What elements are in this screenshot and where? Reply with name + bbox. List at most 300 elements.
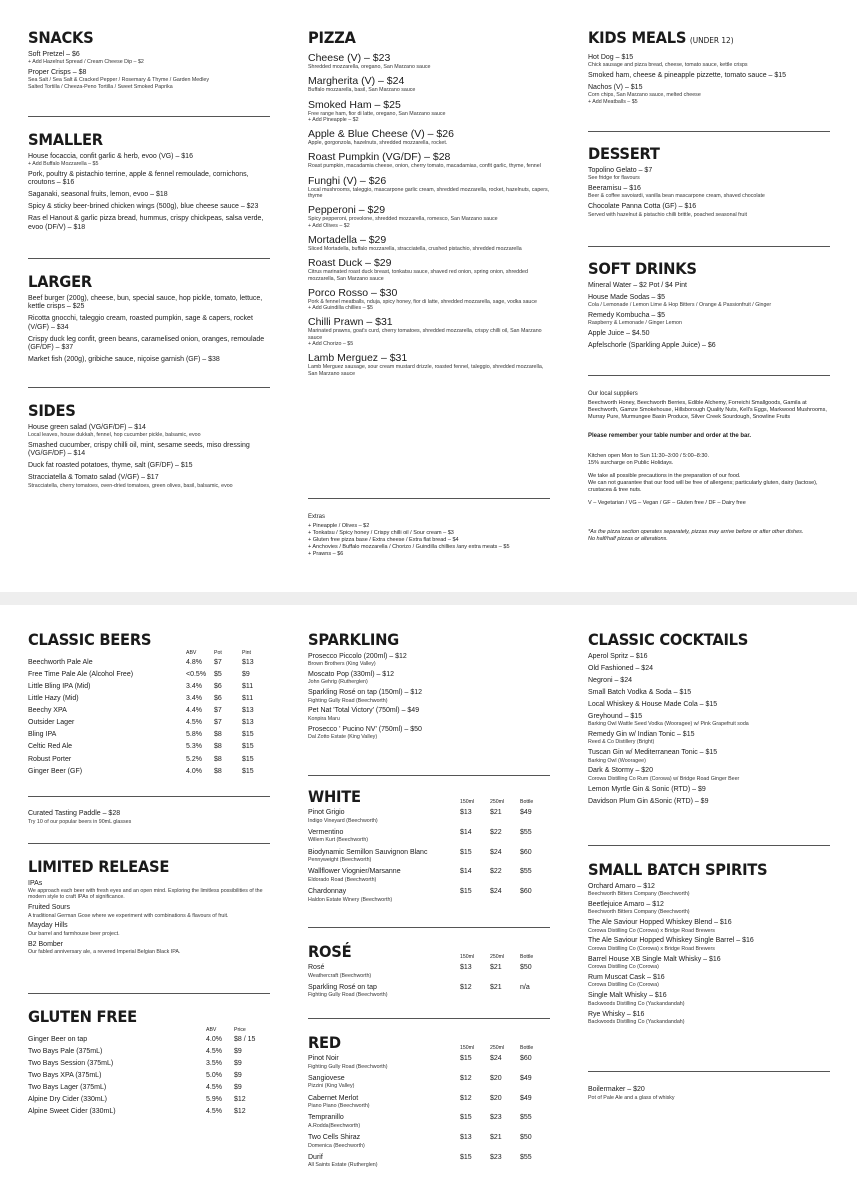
column-header: Pot	[214, 650, 222, 656]
item-name: Old Fashioned – $24	[588, 664, 653, 672]
drink-name: Beechy XPA	[28, 707, 67, 715]
menu-item	[28, 424, 270, 439]
item-description: Beer & coffee savoiardi, vanilla bean mascarpone cream, shaved chocolate	[588, 193, 765, 200]
rose-section	[308, 942, 550, 1001]
menu-item	[588, 294, 830, 309]
classic-beers-section	[28, 630, 270, 778]
red-heading: RED	[308, 1033, 341, 1052]
drink-value: 5.9%	[206, 1096, 222, 1104]
item-description: Raspberry & Lemonade / Ginger Lemon	[588, 320, 682, 327]
item-name: Pork, poultry & pistachio terrine, apple & fennel remoulade, cornichons, croutons – $16	[28, 170, 249, 187]
drink-value: $9	[234, 1072, 242, 1080]
menu-item	[28, 336, 270, 353]
item-description: Barking Owl Wattle Seed Vodka (Wooragee) w/ Pink Grapefruit soda	[588, 721, 749, 727]
menu-item	[588, 701, 830, 710]
drink-name: Robust Porter	[28, 755, 72, 763]
column-header: Bottle	[520, 799, 534, 805]
wine-price: $20	[490, 1074, 502, 1082]
menu-item	[308, 128, 550, 146]
table-row	[308, 1131, 550, 1151]
wine-name: Sparkling Rosé on tap	[308, 983, 377, 991]
wine-producer: Willem Kurt (Beechworth)	[308, 837, 369, 844]
menu-item	[588, 798, 830, 807]
item-name: Ras el Hanout & garlic pizza bread, hummus, crispy chickpeas, salsa verde, evoo (DF/V) – $18	[28, 215, 264, 231]
table-row	[308, 806, 550, 826]
drink-value: 5.2%	[186, 755, 202, 763]
menu-item	[588, 312, 830, 327]
table-row	[28, 754, 270, 766]
drink-value: 4.5%	[186, 719, 202, 727]
wine-price: $13	[460, 1134, 472, 1142]
drink-value: $13	[242, 658, 254, 666]
item-name: Tuscan Gin w/ Mediterranean Tonic – $15	[588, 749, 718, 757]
gluten-free-heading: GLUTEN FREE	[28, 1007, 137, 1026]
wine-price: $15	[460, 848, 472, 856]
extras-line: + Prawns – $6	[308, 551, 344, 557]
column-header: Bottle	[520, 1045, 534, 1051]
hours-note: Kitchen open Mon to Sun 11:30–3:00 / 5:00–8:30. 15% surcharge on Public Holidays.	[588, 453, 709, 466]
item-name: House green salad (VG/GF/DF) – $14	[28, 423, 146, 431]
item-name: Funghi (V) – $26	[308, 174, 387, 187]
item-name: Local Whiskey & House Made Cola – $15	[588, 700, 718, 708]
item-name: Small Batch Vodka & Soda – $15	[588, 688, 692, 696]
wine-producer: Fighting Gully Road (Beechworth)	[308, 992, 388, 999]
item-name: Saganaki, seasonal fruits, lemon, evoo – $18	[28, 191, 168, 199]
item-description: Citrus marinated roast duck breast, tonkatsu sauce, shaved red onion, spring onion, shredded mozzarella, San Marzano sauce	[308, 269, 528, 282]
item-description: Buffalo mozzarella, basil, San Marzano sauce	[308, 87, 416, 94]
wine-name: Tempranillo	[308, 1114, 344, 1122]
menu-item	[588, 203, 830, 218]
drink-name: Little Bling IPA (Mid)	[28, 682, 91, 690]
item-name: Duck fat roasted potatoes, thyme, salt (GF/DF) – $15	[28, 462, 193, 470]
item-name: Dark & Stormy – $20	[588, 767, 653, 775]
table-row	[28, 766, 270, 778]
wine-price: $49	[520, 1074, 532, 1082]
wine-price: $21	[490, 964, 502, 971]
item-description: Our fabled anniversary ale, a revered Imperial Belgian Black IPA.	[28, 949, 181, 956]
item-name: Chocolate Panna Cotta (GF) – $16	[588, 203, 697, 211]
wine-price: $14	[460, 868, 472, 876]
menu-item	[308, 653, 550, 668]
item-name: Stracciatella & Tomato salad (V/GF) – $17	[28, 474, 159, 482]
table-row	[28, 1094, 270, 1106]
wine-price: $60	[520, 848, 532, 856]
wine-price: $55	[520, 1153, 532, 1161]
item-description: Corowa Distilling Co (Corowa) x Bridge Road Brewers	[588, 945, 715, 952]
white-section	[308, 787, 550, 905]
item-name: Fruited Sours	[28, 904, 71, 912]
wine-name: Pinot Noir	[308, 1055, 339, 1062]
dessert-section	[588, 144, 830, 218]
column-header: Bottle	[520, 954, 534, 960]
wine-price: $60	[520, 888, 532, 896]
wine-producer: A.Rodda(Beechworth)	[308, 1122, 361, 1129]
gluten-free-table	[28, 1026, 270, 1119]
wine-producer: Domenica (Beechworth)	[308, 1142, 365, 1149]
wine-price: $50	[520, 1134, 532, 1142]
drink-name: Little Hazy (Mid)	[28, 695, 79, 703]
item-description: Spicy pepperoni, provolone, shredded mozzarella, romesco, San Marzano sauce + Add Olives – $2	[308, 216, 498, 229]
menu-item	[308, 52, 550, 70]
item-description: Beechworth Bitters Company (Beechworth)	[588, 909, 690, 916]
drink-name: Two Bays Session (375mL)	[28, 1059, 114, 1067]
item-name: Mayday Hills	[28, 922, 68, 930]
drink-value: $6	[214, 682, 222, 690]
item-name: Nachos (V) – $15	[588, 83, 643, 91]
drink-name: Alpine Sweet Cider (330mL)	[28, 1108, 116, 1116]
drink-value: 4.5%	[206, 1047, 222, 1055]
menu-item	[28, 474, 270, 489]
item-name: Negroni – $24	[588, 676, 632, 684]
drink-value: 5.8%	[186, 731, 202, 739]
item-name: Remedy Kombucha – $5	[588, 311, 666, 319]
item-description: Apple, gorgonzola, hazelnuts, shredded mozzarella, rocket.	[308, 140, 448, 147]
classic-beers-heading: CLASSIC BEERS	[28, 630, 152, 649]
item-description: + Add Hazelnut Spread / Cream Cheese Dip – $2	[28, 59, 144, 65]
menu-item	[308, 689, 550, 704]
menu-item	[28, 904, 270, 919]
drink-value: $9	[234, 1047, 242, 1055]
divider	[28, 796, 270, 797]
wine-name: Biodynamic Semillon Sauvignon Blanc	[308, 848, 428, 856]
item-name: Rum Muscat Cask – $16	[588, 973, 665, 981]
column-header: 150ml	[460, 954, 475, 960]
item-description: Chick sausage and pizza bread, cheese, tomato sauce, kettle crisps	[588, 62, 748, 68]
drink-value: $7	[214, 658, 222, 666]
larger-heading: LARGER	[28, 272, 92, 291]
kids-age-note: (UNDER 12)	[689, 36, 734, 45]
menu-item	[588, 956, 830, 971]
item-description: Lamb Merguez sausage, sour cream mustard drizzle, roasted fennel, taleggio, shredded mozzarella, San Marzano sauce	[308, 364, 544, 377]
drink-value: 5.0%	[206, 1072, 222, 1080]
wine-name: Pinot Grigio	[308, 809, 345, 816]
item-name: Aperol Spritz – $16	[588, 652, 648, 660]
divider	[588, 375, 830, 376]
item-description: Sea Salt / Sea Salt & Cracked Pepper / Rosemary & Thyme / Garden Medley Salted Tortilla / Cheeza-Peno Tortilla / Sweet Smoked Paprika	[28, 77, 209, 90]
menu-item	[28, 315, 270, 332]
drink-value: 4.0%	[186, 767, 202, 775]
wine-producer: Fighting Gully Road (Beechworth)	[308, 1063, 388, 1070]
drink-value: 4.5%	[206, 1084, 222, 1092]
wine-producer: Weathercraft (Beechworth)	[308, 972, 372, 979]
wine-price: $23	[490, 1153, 502, 1161]
divider	[588, 131, 830, 132]
item-description: Local leaves, house dukkah, fennel, hop cucumber pickle, balsamic, evoo	[28, 432, 201, 438]
wine-name: Cabernet Merlot	[308, 1094, 359, 1102]
item-name: Smoked Ham – $25	[308, 98, 401, 111]
wine-name: Chardonnay	[308, 888, 347, 896]
drink-value: $8	[214, 731, 222, 739]
item-name: Hot Dog – $15	[588, 53, 634, 61]
wine-price: $49	[520, 809, 532, 816]
table-row	[28, 1046, 270, 1058]
drink-value: 4.8%	[186, 658, 202, 666]
column-header: Pint	[242, 650, 251, 656]
drink-name: Celtic Red Ale	[28, 743, 72, 751]
pizza-heading: PIZZA	[308, 28, 356, 47]
item-name: Rye Whisky – $16	[588, 1010, 645, 1018]
table-row	[308, 846, 550, 866]
column-header: Price	[234, 1027, 246, 1033]
drink-value: $15	[242, 767, 254, 775]
wine-price: $24	[490, 848, 502, 856]
smaller-section	[28, 130, 270, 232]
item-name: Lemon Myrtle Gin & Sonic (RTD) – $9	[588, 785, 706, 793]
item-name: Topolino Gelato – $7	[588, 166, 653, 174]
drink-value: $9	[234, 1084, 242, 1092]
drink-value: $15	[242, 755, 254, 763]
table-row	[28, 1082, 270, 1094]
menu-item	[28, 880, 270, 901]
kids-section	[588, 28, 830, 105]
drink-value: $7	[214, 719, 222, 727]
menu-item	[28, 203, 270, 212]
item-name: Smoked ham, cheese & pineapple pizzette, tomato sauce – $15	[588, 71, 787, 79]
cocktails-section	[588, 630, 830, 806]
table-row	[308, 981, 550, 1001]
divider	[308, 927, 550, 928]
item-name: Pet Nat 'Total Victory' (750ml) – $49	[308, 707, 420, 715]
table-row	[28, 681, 270, 693]
drink-value: <0.5%	[186, 670, 207, 678]
drink-value: 4.0%	[206, 1035, 222, 1043]
item-name: Spicy & sticky beer-brined chicken wings (500g), blue cheese sauce – $23	[28, 203, 259, 211]
wine-producer: All Saints Estate (Rutherglen)	[308, 1162, 378, 1169]
drinks-menu-page	[0, 605, 857, 1200]
drink-name: Bling IPA	[28, 731, 57, 739]
item-name: B2 Bomber	[28, 940, 64, 948]
item-name: Soft Pretzel – $6	[28, 50, 80, 58]
boilermaker	[588, 1086, 830, 1101]
item-name: Beef burger (200g), cheese, bun, special sauce, hop pickle, tomato, lettuce, kettle crisps – $25	[28, 294, 263, 310]
wine-producer: Pennyweight (Beechworth)	[308, 857, 372, 864]
wine-price: $55	[520, 1114, 532, 1122]
item-description: Barking Owl (Wooragee)	[588, 757, 646, 764]
table-row	[308, 1111, 550, 1131]
menu-item	[28, 51, 270, 66]
pizza-note: *As the pizza section operates separately, pizzas may arrive before or after other dishes. No half/half pizzas or alterations.	[588, 529, 804, 542]
drinks-column-2	[308, 605, 550, 1200]
item-description: Corowa Distilling Co Rum (Corowa) w/ Bridge Road Ginger Beer	[588, 775, 740, 782]
drink-value: $11	[242, 682, 254, 690]
extras-line: + Anchovies / Buffalo mozzarella / Chorizo / Guindilla chillies /any extra meats – $5	[308, 544, 510, 550]
wine-name: Wallflower Viognier/Marsanne	[308, 868, 401, 876]
drink-name: Ginger Beer on tap	[28, 1035, 88, 1043]
drink-value: 4.5%	[206, 1108, 222, 1116]
drinks-column-3	[588, 605, 830, 1200]
item-description: Corowa Distilling Co (Corowa)	[588, 982, 659, 989]
menu-item	[28, 922, 270, 937]
divider	[308, 498, 550, 499]
spirits-heading: SMALL BATCH SPIRITS	[588, 860, 768, 879]
column-header: 250ml	[490, 954, 505, 960]
menu-item	[28, 171, 270, 188]
menu-item	[588, 677, 830, 686]
item-description: Beechworth Bitters Company (Beechworth)	[588, 891, 690, 897]
item-description: Cola / Lemonade / Lemon Lime & Hop Bitters / Orange & Passionfruit / Ginger	[588, 302, 772, 308]
item-name: Prosecco Piccolo (200ml) – $12	[308, 652, 407, 660]
drink-value: $13	[242, 707, 254, 715]
table-row	[308, 1072, 550, 1092]
item-name: Apple & Blue Cheese (V) – $26	[308, 128, 454, 141]
drink-value: $9	[234, 1059, 242, 1067]
sparkling-heading: SPARKLING	[308, 630, 399, 649]
menu-item	[308, 99, 550, 124]
suppliers-list: Beechworth Honey, Beechworth Berries, Edible Alchemy, Forreichi Smallgoods, Gamila at Beechworth, Gamze Smokehouse, Hillsborough Quality Nuts, Kell's Eggs, Markwood Mushrooms, Murray Pure, Murmungee Basin Produce, Silver Creek Sourdough, Snowline Fruits	[588, 400, 827, 420]
drink-value: $8	[214, 755, 222, 763]
menu-item	[588, 1011, 830, 1026]
item-description: Corowa Distilling Co (Corowa) x Bridge Road Brewers	[588, 927, 715, 934]
wine-price: $60	[520, 1055, 532, 1062]
item-description: Corn chips, San Marzano sauce, melted cheese + Add Meatballs – $5	[588, 92, 701, 105]
item-name: Smashed cucumber, crispy chilli oil, mint, sesame seeds, miso dressing (VG/GF/DF) – $14	[28, 441, 250, 458]
divider	[28, 387, 270, 388]
wine-price: $24	[490, 888, 502, 896]
wine-price: $55	[520, 828, 532, 836]
extras-section	[308, 514, 550, 558]
wine-name: Sangiovese	[308, 1074, 345, 1082]
menu-item	[588, 731, 830, 746]
item-name: Davidson Plum Gin &Sonic (RTD) – $9	[588, 797, 709, 805]
wine-price: $21	[490, 983, 502, 991]
extras-line: + Tonkatsu / Spicy honey / Crispy chilli oil / Sour cream – $3	[308, 530, 454, 536]
item-name: Chilli Prawn – $31	[308, 316, 393, 329]
red-section	[308, 1033, 550, 1171]
wine-price: $12	[460, 1094, 472, 1102]
item-description: Marinated prawns, goat's curd, cherry tomatoes, shredded mozzarella, crispy chilli oil, San Marzano sauce + Add Chorizo – $5	[308, 328, 542, 348]
item-name: Crispy duck leg confit, green beans, caramelised onion, oranges, remoulade (GF/DF) – $37	[28, 335, 265, 351]
drink-value: $11	[242, 695, 254, 703]
table-row	[28, 657, 270, 669]
order-note: Please remember your table number and order at the bar.	[588, 433, 752, 439]
drink-name: Alpine Dry Cider (330mL)	[28, 1096, 107, 1104]
wine-price: $21	[490, 809, 502, 816]
menu-item	[308, 726, 550, 741]
table-row	[28, 1034, 270, 1046]
item-name: IPAs	[28, 879, 43, 887]
wine-price: $20	[490, 1094, 502, 1102]
divider	[28, 843, 270, 844]
food-column-1	[28, 0, 270, 592]
item-name: Prosecco ' Pucino NV' (750ml) – $50	[308, 725, 422, 733]
item-description: + Add Buffalo Mozzarella – $5	[28, 161, 99, 167]
white-heading: WHITE	[308, 787, 361, 806]
wine-price: n/a	[520, 983, 530, 991]
wine-producer: Indigo Vineyard (Beechworth)	[308, 817, 378, 824]
item-name: Single Malt Whisky – $16	[588, 992, 667, 1000]
pizza-section	[308, 28, 550, 377]
table-row	[308, 1151, 550, 1171]
wine-price: $13	[460, 964, 472, 971]
item-name: Mineral Water – $2 Pot / $4 Pint	[588, 281, 687, 289]
table-row	[28, 693, 270, 705]
limited-release-section	[28, 857, 270, 955]
table-row	[308, 826, 550, 846]
item-description: Konpira Maru	[308, 715, 340, 722]
table-row	[28, 742, 270, 754]
column-header: 250ml	[490, 799, 505, 805]
menu-item	[588, 713, 830, 728]
soft-drinks-heading: SOFT DRINKS	[588, 259, 697, 278]
menu-item	[28, 191, 270, 200]
wine-price: $14	[460, 828, 472, 836]
menu-item	[588, 901, 830, 916]
item-name: Mortadella – $29	[308, 233, 387, 246]
paddle-desc: Try 10 of our popular beers in 90mL glasses	[28, 818, 132, 825]
snacks-section	[28, 28, 270, 90]
column-header: 150ml	[460, 799, 475, 805]
menu-item	[28, 69, 270, 90]
drink-value: 4.4%	[186, 707, 202, 715]
drink-name: Beechworth Pale Ale	[28, 658, 93, 666]
wine-price: $12	[460, 1074, 472, 1082]
divider	[588, 845, 830, 846]
item-description: Dal Zotto Estate (King Valley)	[308, 734, 378, 741]
menu-item	[588, 883, 830, 898]
divider	[588, 246, 830, 247]
menu-item	[308, 352, 550, 377]
menu-item	[588, 937, 830, 952]
table-row	[308, 961, 550, 981]
drink-value: $15	[242, 731, 254, 739]
drink-value: $12	[234, 1108, 246, 1116]
menu-item	[588, 54, 830, 69]
tasting-paddle	[28, 810, 270, 825]
wine-price: $49	[520, 1094, 532, 1102]
rose-heading: ROSÉ	[308, 942, 352, 961]
gluten-free-section	[28, 1007, 270, 1119]
beers-table	[28, 649, 270, 778]
menu-item	[588, 282, 830, 291]
menu-item	[308, 234, 550, 252]
menu-item	[588, 919, 830, 934]
item-name: Beeramisu – $16	[588, 184, 641, 192]
divider	[308, 775, 550, 776]
red-wine-table	[308, 1044, 550, 1171]
limited-release-heading: LIMITED RELEASE	[28, 857, 170, 876]
wine-producer: Haldon Estate Winery (Beechworth)	[308, 896, 393, 903]
menu-item	[588, 786, 830, 795]
allergy-note: We take all possible precautions in the preparation of our food. We can not guarantee that our food will be free of allergens; particularly gluten, dairy (lactose), crustacea & tree nuts.	[588, 473, 818, 493]
item-description: Fighting Gully Road (Beechworth)	[308, 697, 388, 704]
item-description: Brown Brothers (King Valley)	[308, 661, 376, 667]
menu-item	[308, 287, 550, 312]
drink-value: 3.5%	[206, 1059, 222, 1067]
wine-producer: Pizzini (King Valley)	[308, 1083, 355, 1090]
column-header: 250ml	[490, 1045, 505, 1051]
menu-item	[28, 462, 270, 471]
soft-drinks-section	[588, 259, 830, 351]
item-description: Shredded mozzarella, oregano, San Marzano sauce	[308, 64, 431, 70]
menu-item	[28, 356, 270, 365]
wine-price: $15	[460, 1114, 472, 1122]
drink-name: Two Bays Lager (375mL)	[28, 1084, 107, 1092]
drink-value: $8	[214, 767, 222, 775]
item-name: Apfelschorle (Sparkling Apple Juice) – $6	[588, 342, 716, 350]
menu-item	[28, 941, 270, 956]
menu-item	[588, 992, 830, 1007]
menu-item	[28, 153, 270, 168]
spirits-section	[588, 860, 830, 1025]
menu-item	[588, 84, 830, 105]
menu-item	[588, 185, 830, 200]
item-name: Remedy Gin w/ Indian Tonic – $15	[588, 730, 695, 738]
item-name: Porco Rosso – $30	[308, 286, 398, 299]
table-row	[308, 865, 550, 885]
item-name: The Ale Saviour Hopped Whiskey Single Barrel – $16	[588, 937, 754, 945]
column-header: ABV	[206, 1027, 217, 1033]
column-header: 150ml	[460, 1045, 475, 1051]
